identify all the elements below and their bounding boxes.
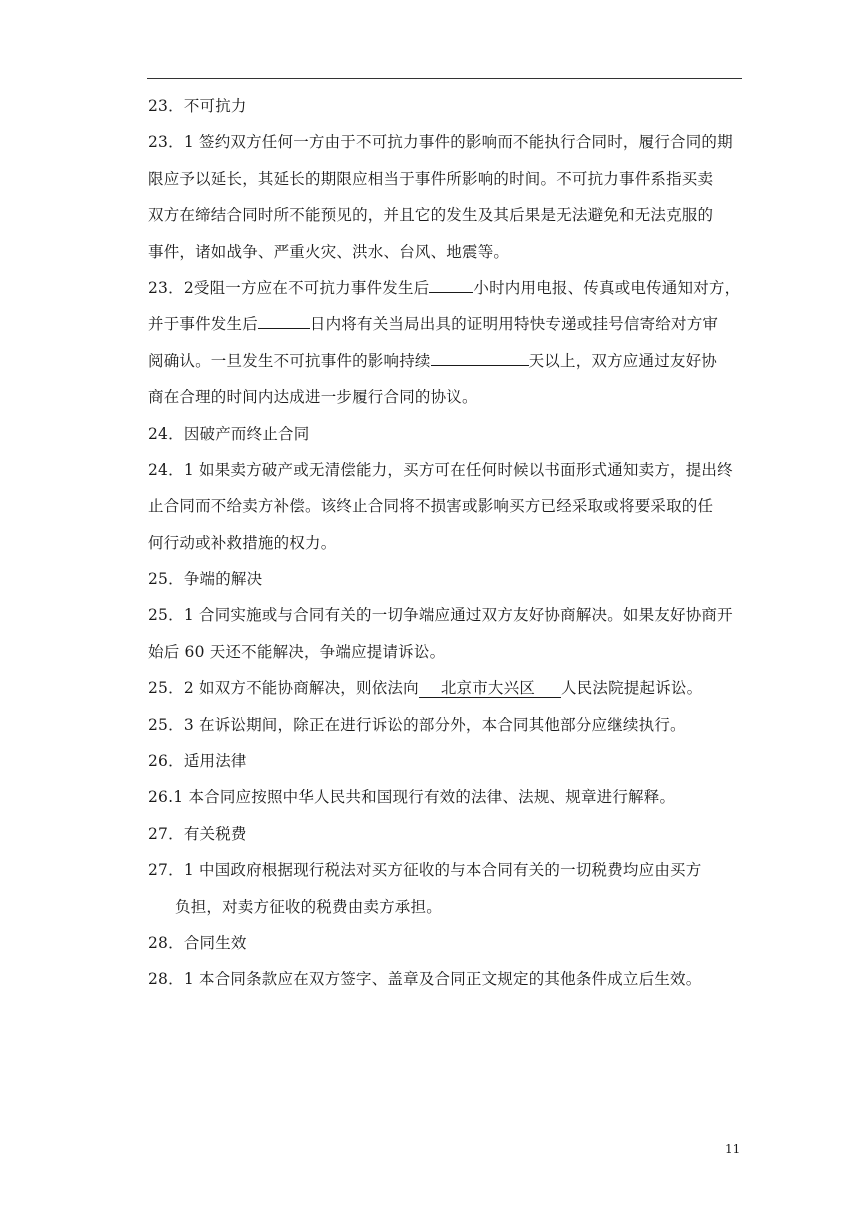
paragraph-line: 始后 60 天还不能解决，争端应提请诉讼。 xyxy=(148,642,446,661)
paragraph-line: 23．1 签约双方任何一方由于不可抗力事件的影响而不能执行合同时，履行合同的期 xyxy=(148,133,733,152)
paragraph-line: 25．1 合同实施或与合同有关的一切争端应通过双方友好协商解决。如果友好协商开 xyxy=(148,606,733,625)
text-segment: 25．2 如双方不能协商解决，则依法向 xyxy=(148,679,419,698)
filled-court-location: 北京市大兴区 xyxy=(419,679,561,698)
paragraph-line: 26.1 本合同应按照中华人民共和国现行有效的法律、法规、规章进行解释。 xyxy=(148,788,676,807)
paragraph-line: 24．1 如果卖方破产或无清偿能力，买方可在任何时候以书面形式通知卖方，提出终 xyxy=(148,460,733,479)
paragraph-line-with-blank xyxy=(148,270,748,306)
fill-in-blank-days[interactable] xyxy=(258,310,310,329)
section-heading-25: 25．争端的解决 xyxy=(148,570,263,589)
fill-in-blank-duration[interactable] xyxy=(431,347,529,366)
paragraph-line: 止合同而不给卖方补偿。该终止合同将不损害或影响买方已经采取或将要采取的任 xyxy=(148,497,714,516)
section-heading-28: 28．合同生效 xyxy=(148,933,247,952)
text-segment: 人民法院提起诉讼。 xyxy=(561,679,703,698)
paragraph-line: 何行动或补救措施的权力。 xyxy=(148,533,337,552)
document-body xyxy=(148,88,748,998)
paragraph-line-with-filled-blank xyxy=(148,670,748,706)
paragraph-line: 商在合理的时间内达成进一步履行合同的协议。 xyxy=(148,388,478,407)
page-number: 11 xyxy=(725,1142,741,1156)
paragraph-line: 双方在缔结合同时所不能预见的，并且它的发生及其后果是无法避免和无法克服的 xyxy=(148,206,714,225)
paragraph-line: 28．1 本合同条款应在双方签字、盖章及合同正文规定的其他条件成立后生效。 xyxy=(148,970,702,989)
section-heading-23: 23．不可抗力 xyxy=(148,97,247,115)
paragraph-line: 负担，对卖方征收的税费由卖方承担。 xyxy=(175,897,442,916)
paragraph-line-with-blank xyxy=(148,306,748,342)
paragraph-line-with-blank xyxy=(148,343,748,379)
text-segment: 天以上，双方应通过友好协 xyxy=(528,351,718,370)
text-segment: 23．2受阻一方应在不可抗力事件发生后 xyxy=(148,278,430,297)
section-heading-24: 24．因破产而终止合同 xyxy=(148,424,310,443)
section-heading-26: 26．适用法律 xyxy=(148,752,247,771)
text-segment: 阅确认。一旦发生不可抗事件的影响持续 xyxy=(148,351,431,370)
fill-in-blank-hours[interactable] xyxy=(429,274,473,293)
section-heading-27: 27．有关税费 xyxy=(148,824,247,843)
paragraph-line: 限应予以延长，其延长的期限应相当于事件所影响的时间。不可抗力事件系指买卖 xyxy=(148,169,714,188)
paragraph-line: 25．3 在诉讼期间，除正在进行诉讼的部分外，本合同其他部分应继续执行。 xyxy=(148,715,686,734)
header-rule xyxy=(147,78,742,79)
text-segment: 并于事件发生后 xyxy=(148,315,258,334)
paragraph-line: 27．1 中国政府根据现行税法对买方征收的与本合同有关的一切税费均应由买方 xyxy=(148,861,702,880)
text-segment: 日内将有关当局出具的证明用特快专递或挂号信寄给对方审 xyxy=(309,315,719,334)
paragraph-line: 事件，诸如战争、严重火灾、洪水、台风、地震等。 xyxy=(148,242,510,261)
text-segment: 小时内用电报、传真或电传通知对方， xyxy=(473,278,741,297)
